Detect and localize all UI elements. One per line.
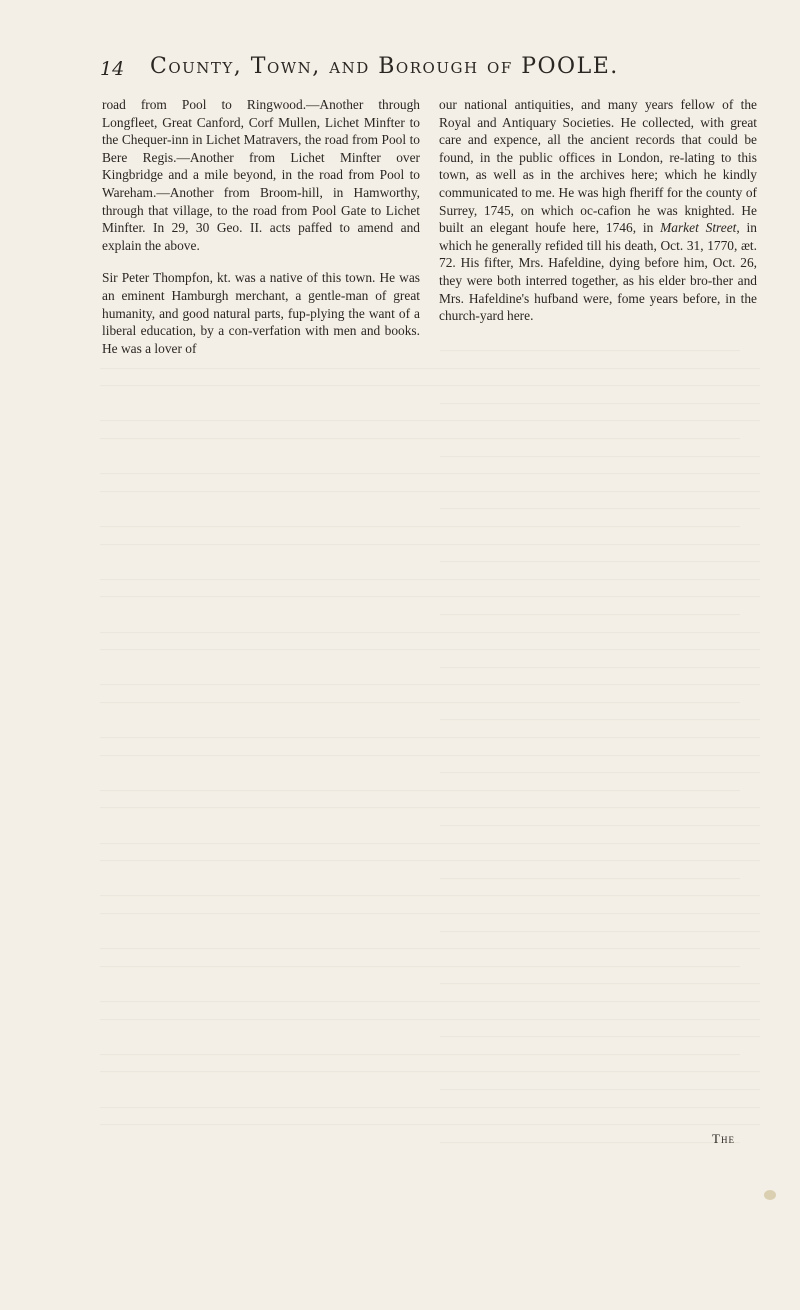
paragraph-thompson: Sir Peter Thompfon, kt. was a native of this town. He was an eminent Hamburgh merchant, a gentle-man of great humanity, and good natural parts, fup-plying the want of a liberal education, by a con-verfation with men and books. He was a lover of (102, 270, 420, 356)
show-through-line (440, 452, 760, 456)
show-through-line (100, 962, 740, 966)
show-through-line (100, 628, 760, 632)
show-through-line (100, 540, 760, 544)
show-through-line (100, 470, 760, 474)
show-through-line (100, 1050, 740, 1054)
show-through-line (440, 505, 760, 509)
show-through-line (100, 804, 760, 808)
running-title: County, Town, and Borough of POOLE. (150, 54, 619, 79)
show-through-line (440, 347, 740, 351)
show-through-line (100, 487, 760, 491)
show-through-line (100, 751, 760, 755)
show-through-line (100, 1103, 760, 1107)
show-through-line (440, 611, 740, 615)
show-through-line (100, 1015, 760, 1019)
street-name: Market Street (660, 220, 737, 236)
show-through-line (100, 523, 740, 527)
show-through-line (440, 399, 760, 403)
show-through-line (100, 698, 740, 702)
show-through-line (100, 998, 760, 1002)
show-through-line (440, 1086, 760, 1090)
show-through-line (100, 945, 760, 949)
show-through-line (100, 593, 760, 597)
show-through-line (100, 839, 760, 843)
show-through-line (100, 857, 760, 861)
show-through-line (440, 927, 760, 931)
show-through-line (100, 734, 760, 738)
show-through-line (440, 874, 740, 878)
show-through-line (100, 681, 760, 685)
show-through-line (440, 980, 760, 984)
show-through-line (440, 769, 760, 773)
show-through-line (100, 910, 760, 914)
text-run: , in which he generally refided till his death, Oct. 31, 1770, æt. 72. His fifter, Mrs. Hafeldine, dying before him, Oct. 26, they were both interred together, as his elder bro-ther and Mrs. Hafeldine's hufband were, fome years before, in the church-yard here. (439, 220, 757, 324)
paper-stain (764, 1190, 776, 1200)
show-through-line (100, 364, 760, 368)
show-through-line (100, 1121, 760, 1125)
right-column (439, 96, 757, 325)
show-through-line (100, 575, 760, 579)
show-through-texture (100, 340, 760, 1170)
running-head (100, 54, 750, 86)
paragraph-thompson-continued (439, 96, 757, 325)
show-through-line (100, 435, 740, 439)
show-through-line (440, 1033, 760, 1037)
left-column (102, 96, 420, 357)
paragraph-roads: road from Pool to Ringwood.—Another through Longfleet, Great Canford, Corf Mullen, Lichet Minfter to the Chequer-inn in Lichet Matravers, the road from Pool to Bere Regis.—Another from Lichet Minfter over Kingbridge and a mile beyond, in the road from Pool to Wareham.—Another from Broom-hill, in Hamworthy, through that village, to the road from Pool Gate to Lichet Minfter. In 29, 30 Geo. II. acts paffed to amend and explain the above. (102, 97, 420, 253)
show-through-line (100, 892, 760, 896)
page-number: 14 (100, 58, 125, 80)
show-through-line (440, 822, 760, 826)
show-through-line (100, 646, 760, 650)
show-through-line (440, 716, 760, 720)
show-through-line (100, 382, 760, 386)
show-through-line (100, 417, 760, 421)
show-through-line (440, 558, 760, 562)
catchword: The (712, 1131, 735, 1146)
text-run: our national antiquities, and many years fellow of the Royal and Antiquary Societies. He collected, with great care and expence, all the ancient records that could be found, in the public offices in London, re-lating to this town, as well as in the archives here; which he kindly communicated to me. He was high fheriff for the county of Surrey, 1745, on which oc-cafion he was knighted. He built an elegant houfe here, 1746, in (439, 97, 757, 236)
show-through-line (440, 663, 760, 667)
show-through-line (100, 1068, 760, 1072)
show-through-line (440, 1138, 740, 1142)
show-through-line (100, 786, 740, 790)
